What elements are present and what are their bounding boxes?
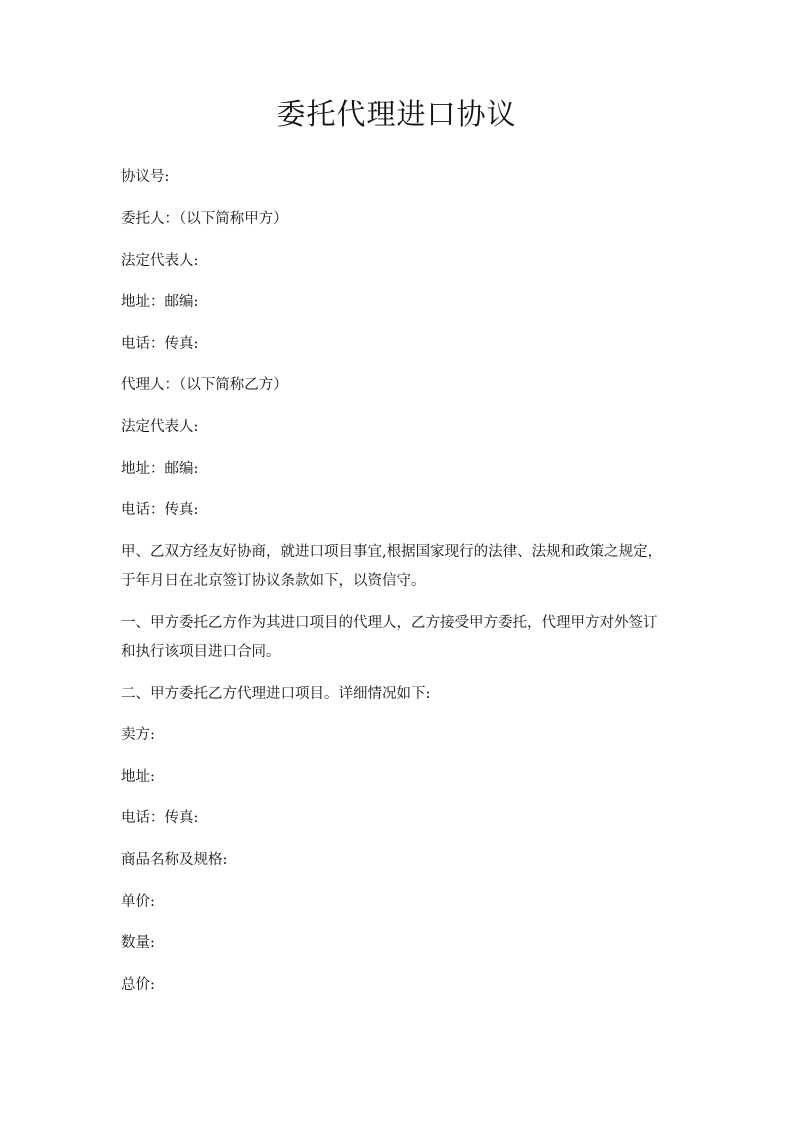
preamble-line-1: 甲、乙双方经友好协商，就进口项目事宜,根据国家现行的法律、法规和政策之规定，	[121, 544, 663, 560]
unit-price-line: 单价:	[121, 894, 155, 910]
principal-legal-rep-line: 法定代表人:	[121, 253, 199, 269]
quantity-line: 数量:	[121, 935, 155, 951]
agent-legal-rep-line: 法定代表人:	[121, 419, 199, 435]
clause-2-line: 二、甲方委托乙方代理进口项目。详细情况如下:	[121, 686, 431, 702]
goods-name-line: 商品名称及规格:	[121, 852, 228, 868]
principal-address-line: 地址：邮编:	[121, 294, 199, 310]
seller-address-line: 地址:	[121, 769, 155, 785]
clause-1-line-1: 一、甲方委托乙方作为其进口项目的代理人，乙方接受甲方委托，代理甲方对外签订	[121, 615, 658, 631]
principal-phone-line: 电话：传真:	[121, 336, 199, 352]
agent-line: 代理人：（以下简称乙方）	[121, 377, 288, 393]
agreement-number-line: 协议号:	[121, 169, 170, 185]
total-price-line: 总价:	[121, 977, 155, 993]
document-title: 委托代理进口协议	[276, 97, 517, 131]
preamble-line-2: 于年月日在北京签订协议条款如下，以资信守。	[121, 573, 426, 589]
seller-line: 卖方:	[121, 727, 155, 743]
agent-phone-line: 电话：传真:	[121, 502, 199, 518]
seller-phone-line: 电话：传真:	[121, 810, 199, 826]
agent-address-line: 地址：邮编:	[121, 461, 199, 477]
principal-line: 委托人：（以下简称甲方）	[121, 211, 288, 227]
clause-1-line-2: 和执行该项目进口合同。	[121, 644, 281, 660]
